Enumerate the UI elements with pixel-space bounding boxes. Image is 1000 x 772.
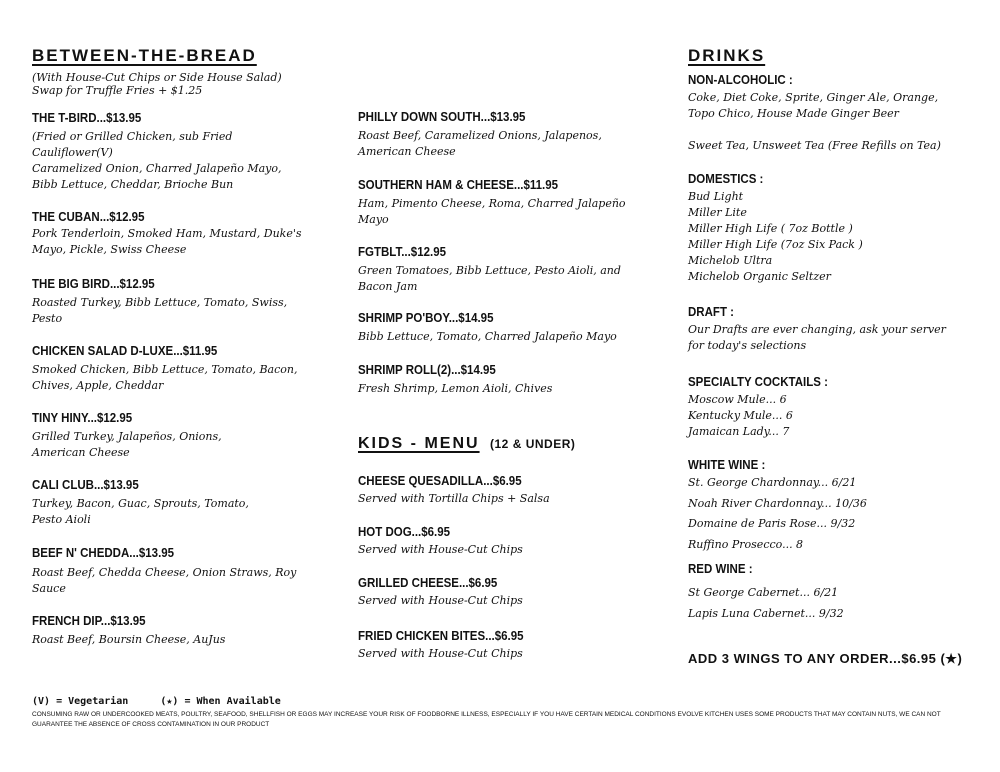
desc-line: Cauliflower(V) <box>32 146 113 159</box>
legend <box>32 696 307 707</box>
menu-item-title: THE BIG BIRD...$12.95 <box>32 277 155 291</box>
drink-line: Lapis Luna Cabernet... 9/32 <box>688 607 844 620</box>
desc-line: Chives, Apple, Cheddar <box>32 379 164 392</box>
desc-line: Bibb Lettuce, Tomato, Charred Jalapeño Mayo <box>358 330 617 343</box>
drink-line: Coke, Diet Coke, Sprite, Ginger Ale, Orange, <box>688 91 939 104</box>
kids-item-desc: Served with House-Cut Chips <box>358 543 523 556</box>
desc-line: Mayo, Pickle, Swiss Cheese <box>32 243 187 256</box>
kids-item-title: FRIED CHICKEN BITES...$6.95 <box>358 629 524 643</box>
menu-item-title: FRENCH DIP...$13.95 <box>32 614 146 628</box>
desc-line: Green Tomatoes, Bibb Lettuce, Pesto Aioli, and <box>358 264 621 277</box>
menu-item-desc <box>358 381 552 397</box>
menu-item-title: PHILLY DOWN SOUTH...$13.95 <box>358 110 526 124</box>
kids-item-title: HOT DOG...$6.95 <box>358 525 451 539</box>
menu-item-desc <box>32 226 302 258</box>
desc-line: Mayo <box>358 213 389 226</box>
drink-line: Moscow Mule... 6 <box>688 393 787 406</box>
drink-line: Michelob Ultra <box>688 254 773 267</box>
menu-item-desc <box>358 329 617 345</box>
kids-item-title: CHEESE QUESADILLA...$6.95 <box>358 474 522 488</box>
menu-item-desc <box>358 263 621 295</box>
drink-line: Topo Chico, House Made Ginger Beer <box>688 107 899 120</box>
desc-line: Caramelized Onion, Charred Jalapeño Mayo, <box>32 162 282 175</box>
desc-line: Fresh Shrimp, Lemon Aioli, Chives <box>358 382 553 395</box>
desc-line: Smoked Chicken, Bibb Lettuce, Tomato, Bacon, <box>32 363 298 376</box>
drink-line: St. George Chardonnay... 6/21 <box>688 476 857 489</box>
desc-line: (Fried or Grilled Chicken, sub Fried <box>32 130 233 143</box>
desc-line: Sauce <box>32 582 66 595</box>
draft-label: DRAFT : <box>688 305 734 319</box>
desc-line: Turkey, Bacon, Guac, Sprouts, Tomato, <box>32 497 249 510</box>
drink-line: Bud Light <box>688 190 744 203</box>
menu-item-title: SOUTHERN HAM & CHEESE...$11.95 <box>358 178 559 192</box>
menu-item-title: SHRIMP ROLL(2)...$14.95 <box>358 363 496 377</box>
disclaimer: CONSUMING RAW OR UNDERCOOKED MEATS, POULTRY, SEAFOOD, SHELLFISH OR EGGS MAY INCREASE YOUR RISK OF FOODBORNE ILLNESS, ESPECIALLY IF YOU HAVE CERTAIN MEDICAL CONDITIONS EVOLVE KITCHEN USES SOME PRODUCTS THAT MAY CONTAIN NUTS, WE CAN NOT GUARANTEE THE ABSENCE OF CROSS CONTAMINATION IN OUR PRODUCT <box>32 711 941 728</box>
desc-line: Roast Beef, Caramelized Onions, Jalapenos, <box>358 129 602 142</box>
kids-title-text: KIDS - MENU <box>358 435 480 452</box>
desc-line: Bibb Lettuce, Cheddar, Brioche Bun <box>32 178 234 191</box>
domestics-label: DOMESTICS : <box>688 172 764 186</box>
white-wine-label: WHITE WINE : <box>688 458 766 472</box>
menu-item-desc <box>32 632 225 648</box>
desc-line: American Cheese <box>358 145 456 158</box>
cocktails-label: SPECIALTY COCKTAILS : <box>688 375 828 389</box>
menu-item-desc <box>358 196 626 228</box>
desc-line: Roasted Turkey, Bibb Lettuce, Tomato, Swiss, <box>32 296 288 309</box>
kids-item-desc: Served with House-Cut Chips <box>358 594 523 607</box>
kids-item-desc: Served with Tortilla Chips + Salsa <box>358 492 550 505</box>
drink-line: Sweet Tea, Unsweet Tea (Free Refills on Tea) <box>688 139 941 152</box>
menu-item-title: TINY HINY...$12.95 <box>32 411 133 425</box>
kids-item-title: GRILLED CHEESE...$6.95 <box>358 576 498 590</box>
menu-item-title: FGTBLT...$12.95 <box>358 245 446 259</box>
drink-line: Miller High Life (7oz Six Pack ) <box>688 238 863 251</box>
menu-item-desc <box>32 496 249 528</box>
vegetarian-legend: (V) = Vegetarian <box>32 696 129 707</box>
menu-item-desc <box>32 295 287 327</box>
desc-line: Bacon Jam <box>358 280 418 293</box>
menu-item-title: CHICKEN SALAD D-LUXE...$11.95 <box>32 344 218 358</box>
drink-line: for today's selections <box>688 339 807 352</box>
when-available-legend: (★) = When Available <box>160 696 281 707</box>
menu-item-desc <box>32 362 297 394</box>
red-wine-label: RED WINE : <box>688 562 753 576</box>
drink-line: Domaine de Paris Rose... 9/32 <box>688 517 856 530</box>
add-wings-line: ADD 3 WINGS TO ANY ORDER...$6.95 (★) <box>688 651 963 666</box>
menu-item-desc <box>32 429 222 461</box>
drink-line: St George Cabernet... 6/21 <box>688 586 839 599</box>
menu-item-title: THE T-BIRD...$13.95 <box>32 111 142 125</box>
drink-line: Ruffino Prosecco... 8 <box>688 538 804 551</box>
drink-line: Kentucky Mule... 6 <box>688 409 793 422</box>
drink-line: Noah River Chardonnay... 10/36 <box>688 497 867 510</box>
menu-item-title: SHRIMP PO'BOY...$14.95 <box>358 311 494 325</box>
kids-menu-title <box>358 435 575 453</box>
between-note <box>32 70 282 99</box>
desc-line: American Cheese <box>32 446 130 459</box>
drink-line: Michelob Organic Seltzer <box>688 270 831 283</box>
desc-line: Roast Beef, Boursin Cheese, AuJus <box>32 633 226 646</box>
drink-line: Jamaican Lady... 7 <box>688 425 790 438</box>
between-the-bread-title: BETWEEN-THE-BREAD <box>32 46 257 65</box>
kids-subtitle: (12 & UNDER) <box>490 437 576 451</box>
kids-item-desc: Served with House-Cut Chips <box>358 647 523 660</box>
note-line: (With House-Cut Chips or Side House Salad) <box>32 71 282 84</box>
drink-line: Miller Lite <box>688 206 747 219</box>
non-alcoholic-label: NON-ALCOHOLIC : <box>688 73 793 87</box>
menu-item-desc <box>32 565 296 597</box>
menu-item-title: THE CUBAN...$12.95 <box>32 210 145 224</box>
drinks-title: DRINKS <box>688 46 766 65</box>
menu-item-desc <box>358 128 602 160</box>
desc-line: Roast Beef, Chedda Cheese, Onion Straws, Roy <box>32 566 297 579</box>
desc-line: Pork Tenderloin, Smoked Ham, Mustard, Duke's <box>32 227 302 240</box>
desc-line: Pesto Aioli <box>32 513 91 526</box>
note-line: Swap for Truffle Fries + $1.25 <box>32 84 203 97</box>
menu-item-title: CALI CLUB...$13.95 <box>32 478 139 492</box>
desc-line: Pesto <box>32 312 63 325</box>
menu-item-desc <box>32 129 282 193</box>
desc-line: Grilled Turkey, Jalapeños, Onions, <box>32 430 222 443</box>
drink-line: Miller High Life ( 7oz Bottle ) <box>688 222 853 235</box>
drink-line: Our Drafts are ever changing, ask your server <box>688 323 946 336</box>
menu-item-title: BEEF N' CHEDDA...$13.95 <box>32 546 175 560</box>
desc-line: Ham, Pimento Cheese, Roma, Charred Jalapeño <box>358 197 626 210</box>
